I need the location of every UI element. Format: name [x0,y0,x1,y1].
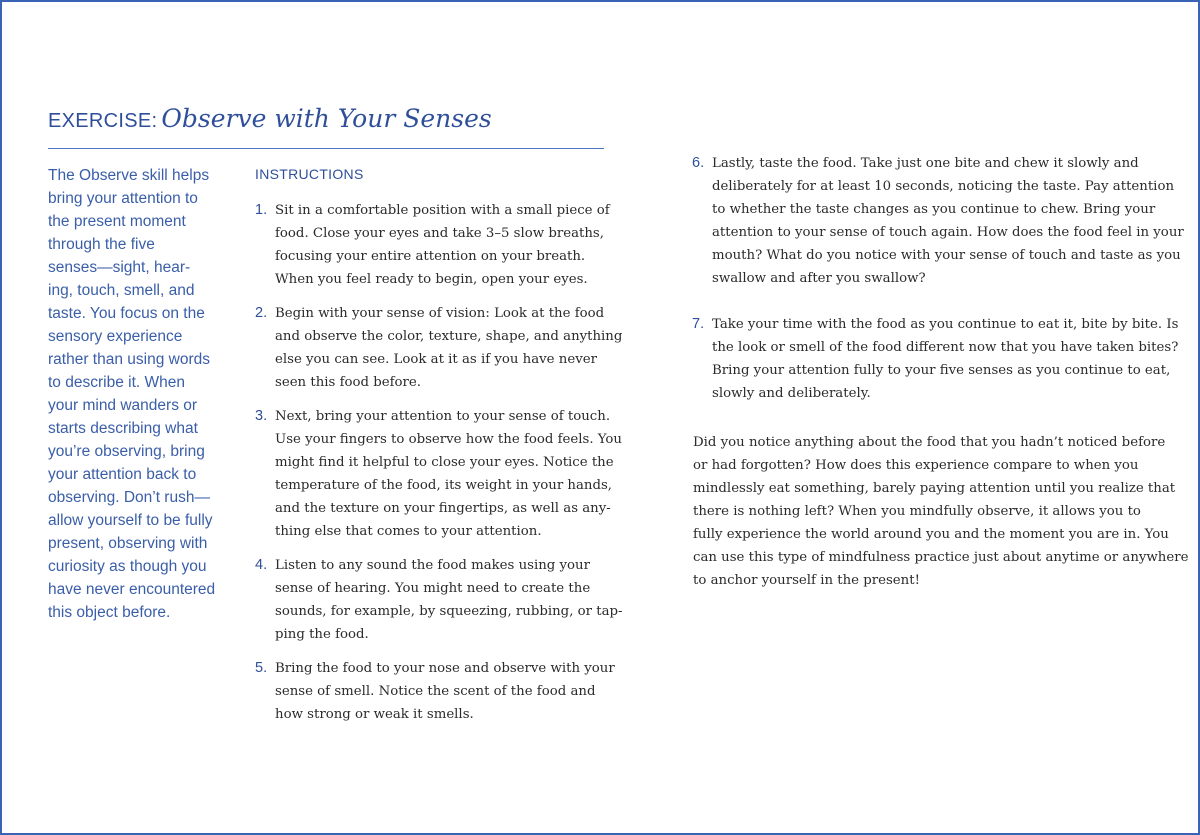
closing-line: to anchor yourself in the present! [693,573,920,588]
exercise-title: Observe with Your Senses [161,104,492,133]
step-line: might find it helpful to close your eyes. Notice the [275,455,614,470]
closing-line: mindlessly eat something, barely paying attention until you realize that [693,481,1176,496]
step-line: temperature of the food, its weight in your hands, [275,478,613,493]
sidebar-intro [48,164,216,624]
step-line: sense of hearing. You might need to create the [275,581,591,596]
sidebar-line: through the five [48,236,155,253]
closing-line: can use this type of mindfulness practice just about anytime or anywhere [693,550,1189,565]
step-line: Listen to any sound the food makes using your [275,558,590,573]
step-number: 1. [255,202,268,218]
step-line: Begin with your sense of vision: Look at the food [275,306,605,321]
sidebar-line: allow yourself to be fully [48,512,213,529]
step-line: Bring your attention fully to your five senses as you continue to eat, [712,363,1171,378]
closing-line: fully experience the world around you and the moment you are in. You [693,527,1169,542]
step-line: else you can see. Look at it as if you have never [275,352,597,367]
closing-line: there is nothing left? When you mindfully observe, it allows you to [693,504,1141,519]
step-text [712,152,1184,290]
step-number: 6. [692,155,705,171]
exercise-heading [48,104,492,133]
step-text [275,554,623,646]
step-line: slowly and deliberately. [712,386,871,401]
step-line: Next, bring your attention to your sense of touch. [275,409,611,424]
step-line: Sit in a comfortable position with a small piece of [275,203,610,218]
sidebar-line: taste. You focus on the [48,305,205,322]
sidebar-line: ing, touch, smell, and [48,282,195,299]
step-line: sounds, for example, by squeezing, rubbing, or tap- [275,604,623,619]
sidebar-line: you’re observing, bring [48,443,205,460]
closing-line: Did you notice anything about the food that you hadn’t noticed before [693,435,1166,450]
step-line: Lastly, taste the food. Take just one bite and chew it slowly and [712,156,1139,171]
step-text [275,657,615,726]
sidebar-line: starts describing what [48,420,198,437]
step-line: Use your fingers to observe how the food feels. You [275,432,622,447]
step-line: seen this food before. [275,375,421,390]
step-line: sense of smell. Notice the scent of the food and [275,684,596,699]
step-text [712,313,1178,405]
sidebar-line: rather than using words [48,351,210,368]
sidebar-line: the present moment [48,213,186,230]
step-line: Take your time with the food as you continue to eat it, bite by bite. Is [712,317,1179,332]
heading-divider [48,148,604,149]
sidebar-line: your attention back to [48,466,197,483]
step-line: thing else that comes to your attention. [275,524,542,539]
step-text [275,199,610,291]
step-text [275,405,622,543]
step-line: Bring the food to your nose and observe with your [275,661,615,676]
sidebar-line: The Observe skill helps [48,167,210,184]
step-line: to whether the taste changes as you continue to chew. Bring your [712,202,1156,217]
step-line: the look or smell of the food different now that you have taken bites? [712,340,1179,355]
closing-paragraph [693,431,1188,592]
step-number: 5. [255,660,268,676]
sidebar-line: have never encountered [48,581,216,598]
instructions-label: INSTRUCTIONS [255,166,364,182]
step-line: deliberately for at least 10 seconds, noticing the taste. Pay attention [712,179,1175,194]
step-number: 2. [255,305,268,321]
sidebar-line: observing. Don’t rush— [48,489,210,506]
sidebar-line: sensory experience [48,328,183,345]
sidebar-line: this object before. [48,604,171,621]
step-number: 7. [692,316,705,332]
sidebar-line: present, observing with [48,535,208,552]
step-line: mouth? What do you notice with your sense of touch and taste as you [712,248,1181,263]
sidebar-line: senses—sight, hear- [48,259,191,276]
step-line: attention to your sense of touch again. How does the food feel in your [712,225,1184,240]
step-number: 4. [255,557,268,573]
step-line: focusing your entire attention on your breath. [275,249,586,264]
step-line: and observe the color, texture, shape, and anything [275,329,623,344]
sidebar-line: bring your attention to [48,190,198,207]
step-text [275,302,622,394]
step-number: 3. [255,408,268,424]
step-line: food. Close your eyes and take 3–5 slow breaths, [275,226,604,241]
step-line: and the texture on your fingertips, as well as any- [275,501,611,516]
closing-line: or had forgotten? How does this experience compare to when you [693,458,1139,473]
step-line: how strong or weak it smells. [275,707,474,722]
sidebar-line: curiosity as though you [48,558,207,575]
exercise-label: EXERCISE: [48,110,158,132]
sidebar-line: your mind wanders or [48,397,198,414]
step-line: When you feel ready to begin, open your eyes. [275,272,588,287]
step-line: ping the food. [275,627,369,642]
step-line: swallow and after you swallow? [712,271,926,286]
sidebar-line: to describe it. When [48,374,185,391]
